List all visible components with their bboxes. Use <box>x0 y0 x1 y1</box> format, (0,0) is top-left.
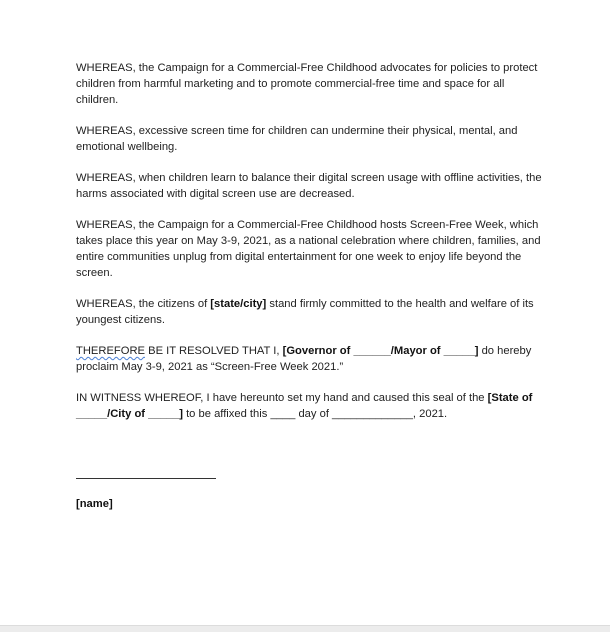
resolution-text-end: do hereby proclaim May 3-9, 2021 as “Screen-Free Week 2021.” <box>76 345 532 373</box>
spellcheck-flagged-word: THEREFORE <box>76 345 145 357</box>
witness-text-end: to be affixed this ____ day of _____________, 2021. <box>182 408 448 420</box>
whereas-paragraph-1: WHEREAS, the Campaign for a Commercial-Free Childhood advocates for policies to protect children from harmful marketing and to promote commercial-free time and space for all children. <box>76 62 538 106</box>
resolution-text-start: BE IT RESOLVED THAT I, <box>145 345 283 357</box>
signer-name-placeholder: [name] <box>76 498 113 510</box>
whereas-paragraph-2: WHEREAS, excessive screen time for children can undermine their physical, mental, and emotional wellbeing. <box>76 125 518 153</box>
whereas-paragraph-3: WHEREAS, when children learn to balance their digital screen usage with offline activities, the harms associated with digital screen use are decreased. <box>76 172 542 200</box>
whereas-paragraph-4: WHEREAS, the Campaign for a Commercial-Free Childhood hosts Screen-Free Week, which takes place this year on May 3-9, 2021, as a national celebration where children, families, and entire communities unplug from digital entertainment for one week to enjoy life beyond the screen. <box>76 219 541 279</box>
signature-line <box>76 478 216 479</box>
state-city-placeholder: [state/city] <box>210 298 267 310</box>
whereas-5-text-start: WHEREAS, the citizens of <box>76 298 211 310</box>
resolution-paragraph <box>76 343 546 375</box>
witness-paragraph <box>76 390 546 422</box>
whereas-5-text-end: stand firmly committed to the health and welfare of its youngest citizens. <box>76 298 534 326</box>
state-city-seal-placeholder: [State of _____/City of _____] <box>76 392 533 420</box>
whereas-paragraph-5 <box>76 296 546 328</box>
proclamation-body <box>76 60 546 422</box>
witness-text-start: IN WITNESS WHEREOF, I have hereunto set my hand and caused this seal of the <box>76 392 488 404</box>
governor-mayor-placeholder: [Governor of ______/Mayor of _____] <box>282 345 479 357</box>
